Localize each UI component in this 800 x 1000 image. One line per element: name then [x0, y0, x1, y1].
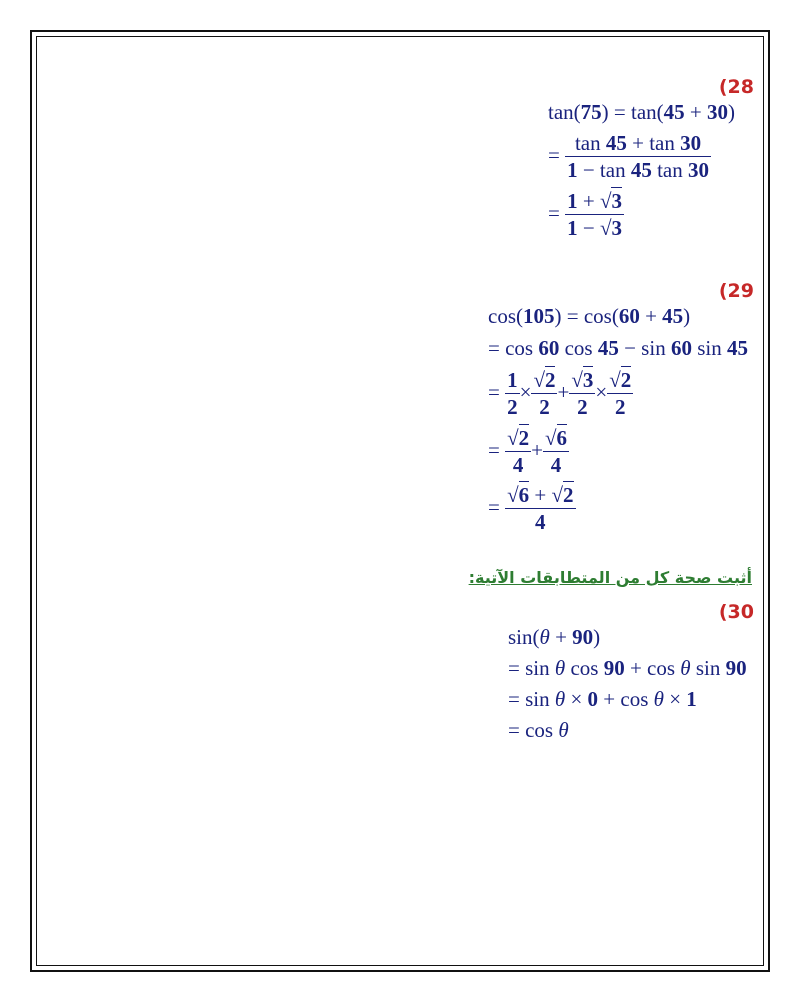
problem-30-number: (30 [718, 601, 754, 623]
problem-28-line-1: tan(75) = tan(45 + 30) [548, 100, 735, 124]
problem-29-line-5: = $\frac{√6 + √2}{4}$ [488, 483, 574, 534]
problem-29-line-2: = cos 60 cos 45 − sin 60 sin 45 [488, 336, 748, 360]
problem-30-line-3: = sin θ × 0 + cos θ × 1 [508, 687, 697, 711]
problem-28-number: (28 [718, 76, 754, 98]
problem-29-line-1: cos(105) = cos(60 + 45) [488, 304, 691, 328]
problem-29-line-4: = $\frac{√2}{4}$ + $\frac{√6}{4}$ [488, 426, 567, 477]
problem-29-line-3: = $\frac{1}{2}$ × $\frac{√2}{2}$ + $\frac{√3}{2}$ × $\frac{√2}{2}$ [488, 368, 632, 419]
problem-30-line-4: = cos θ [508, 718, 569, 742]
problem-28-line-2: = $\frac{\tan 45 + \tan 30}{1 - \tan 45 \tan 30}$ [548, 131, 709, 182]
problem-30-line-2: = sin θ cos 90 + cos θ sin 90 [508, 656, 747, 680]
problem-28-line-3: = $\frac{1 + √3}{1 - √3}$ [548, 189, 622, 240]
problem-29-number: (29 [718, 280, 754, 302]
problem-30-line-1: sin(θ + 90) [508, 625, 601, 649]
identities-heading: أثبت صحة كل من المتطابقات الآتية: [468, 568, 752, 587]
